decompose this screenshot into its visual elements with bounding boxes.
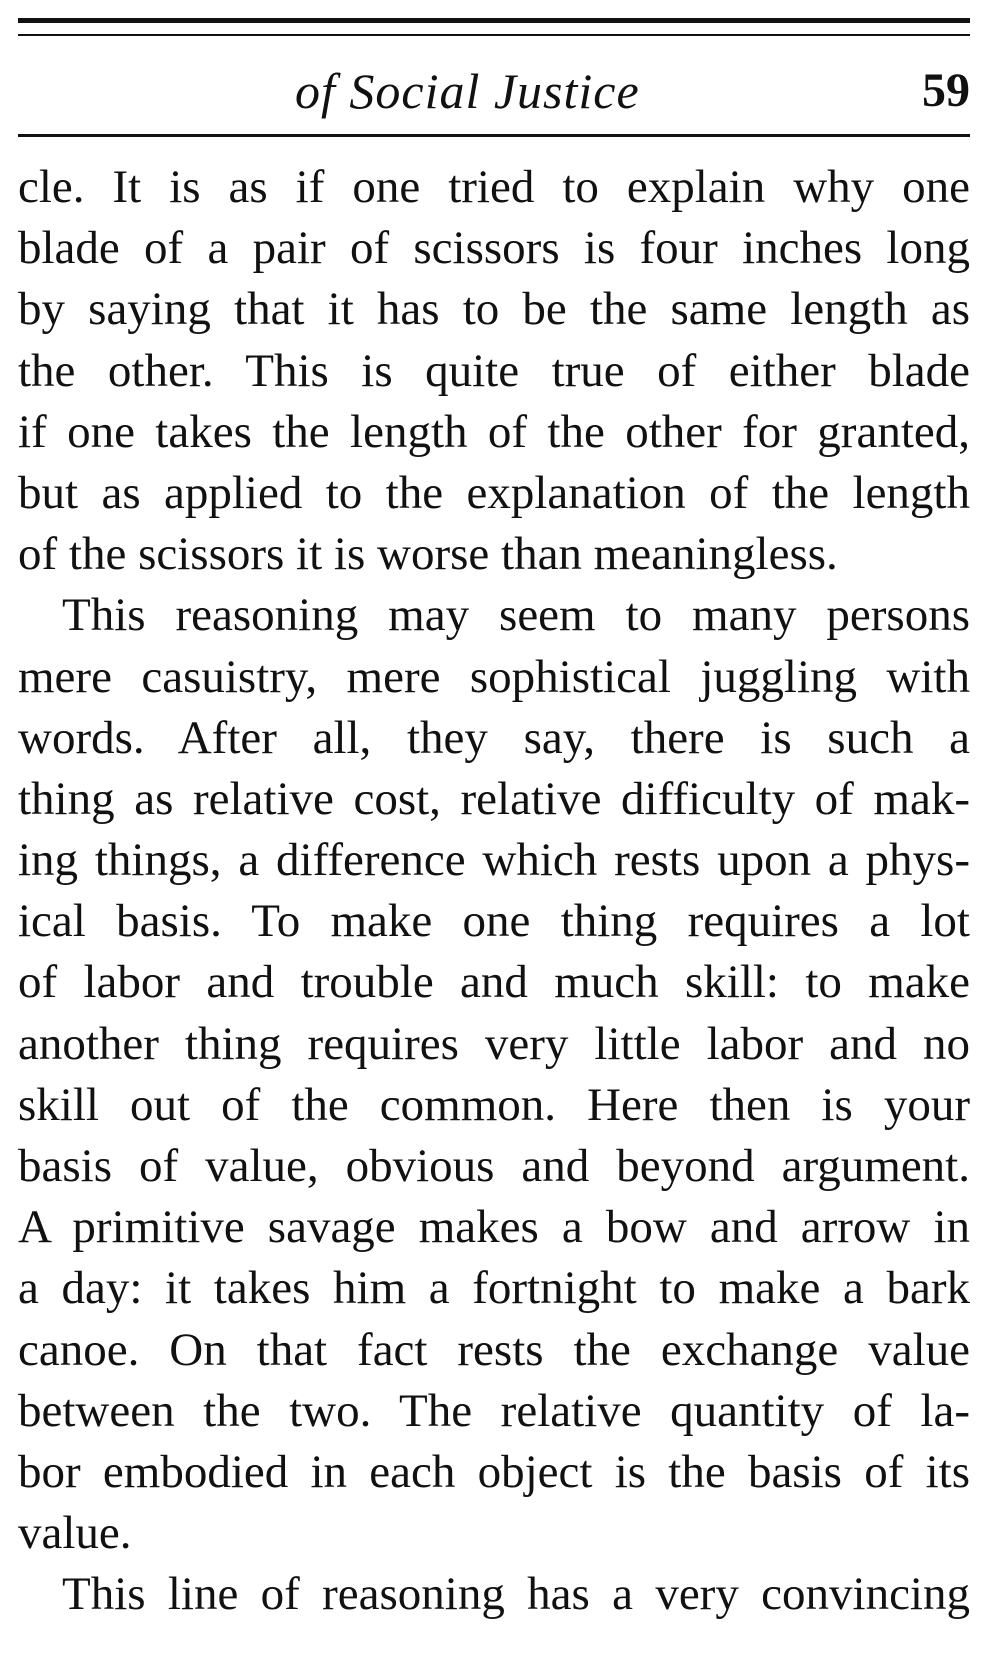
- paragraph-line: between the two. The relative quantity of la-: [18, 1384, 970, 1437]
- paragraph-line: by saying that it has to be the same length as: [18, 283, 970, 336]
- paragraph-line: of labor and trouble and much skill: to make: [18, 956, 970, 1009]
- paragraph-line: basis of value, obvious and beyond argument.: [18, 1140, 970, 1192]
- paragraph-line: words. After all, they say, there is such a: [18, 711, 970, 764]
- paragraph-line: bor embodied in each object is the basis of its: [18, 1445, 970, 1498]
- paragraph-line: the other. This is quite true of either blade: [18, 344, 970, 397]
- page-number: 59: [922, 64, 970, 117]
- page-body: [18, 157, 970, 1626]
- header-rule: [18, 134, 970, 137]
- running-title: of Social Justice: [295, 63, 640, 119]
- paragraph-line: but as applied to the explanation of the length: [18, 466, 970, 519]
- paragraph-line: This line of reasoning has a very convincing: [62, 1568, 970, 1621]
- paragraph-line: if one takes the length of the other for granted,: [18, 405, 970, 458]
- running-head: [0, 56, 990, 126]
- paragraph-line: canoe. On that fact rests the exchange value: [18, 1323, 970, 1376]
- paragraph-line: of the scissors it is worse than meaningless.: [18, 528, 838, 581]
- paragraph-line: A primitive savage makes a bow and arrow in: [18, 1201, 970, 1254]
- top-double-rule-thin: [18, 34, 970, 36]
- paragraph-line: blade of a pair of scissors is four inches long: [18, 222, 970, 275]
- paragraph-line: skill out of the common. Here then is your: [18, 1078, 970, 1131]
- paragraph-line: This reasoning may seem to many persons: [62, 589, 970, 642]
- paragraph-line: a day: it takes him a fortnight to make a bark: [18, 1262, 970, 1315]
- paragraph-line: another thing requires very little labor and no: [18, 1017, 970, 1070]
- paragraph-line: thing as relative cost, relative difficulty of mak-: [18, 772, 970, 825]
- paragraph-line: ing things, a difference which rests upon a phys-: [18, 834, 970, 887]
- paragraph-line: mere casuistry, mere sophistical juggling with: [18, 650, 970, 703]
- paragraph-line: ical basis. To make one thing requires a lot: [18, 895, 970, 948]
- paragraph-line: value.: [18, 1507, 132, 1560]
- paragraph-line: cle. It is as if one tried to explain why one: [18, 161, 970, 213]
- top-double-rule-thick: [18, 18, 970, 23]
